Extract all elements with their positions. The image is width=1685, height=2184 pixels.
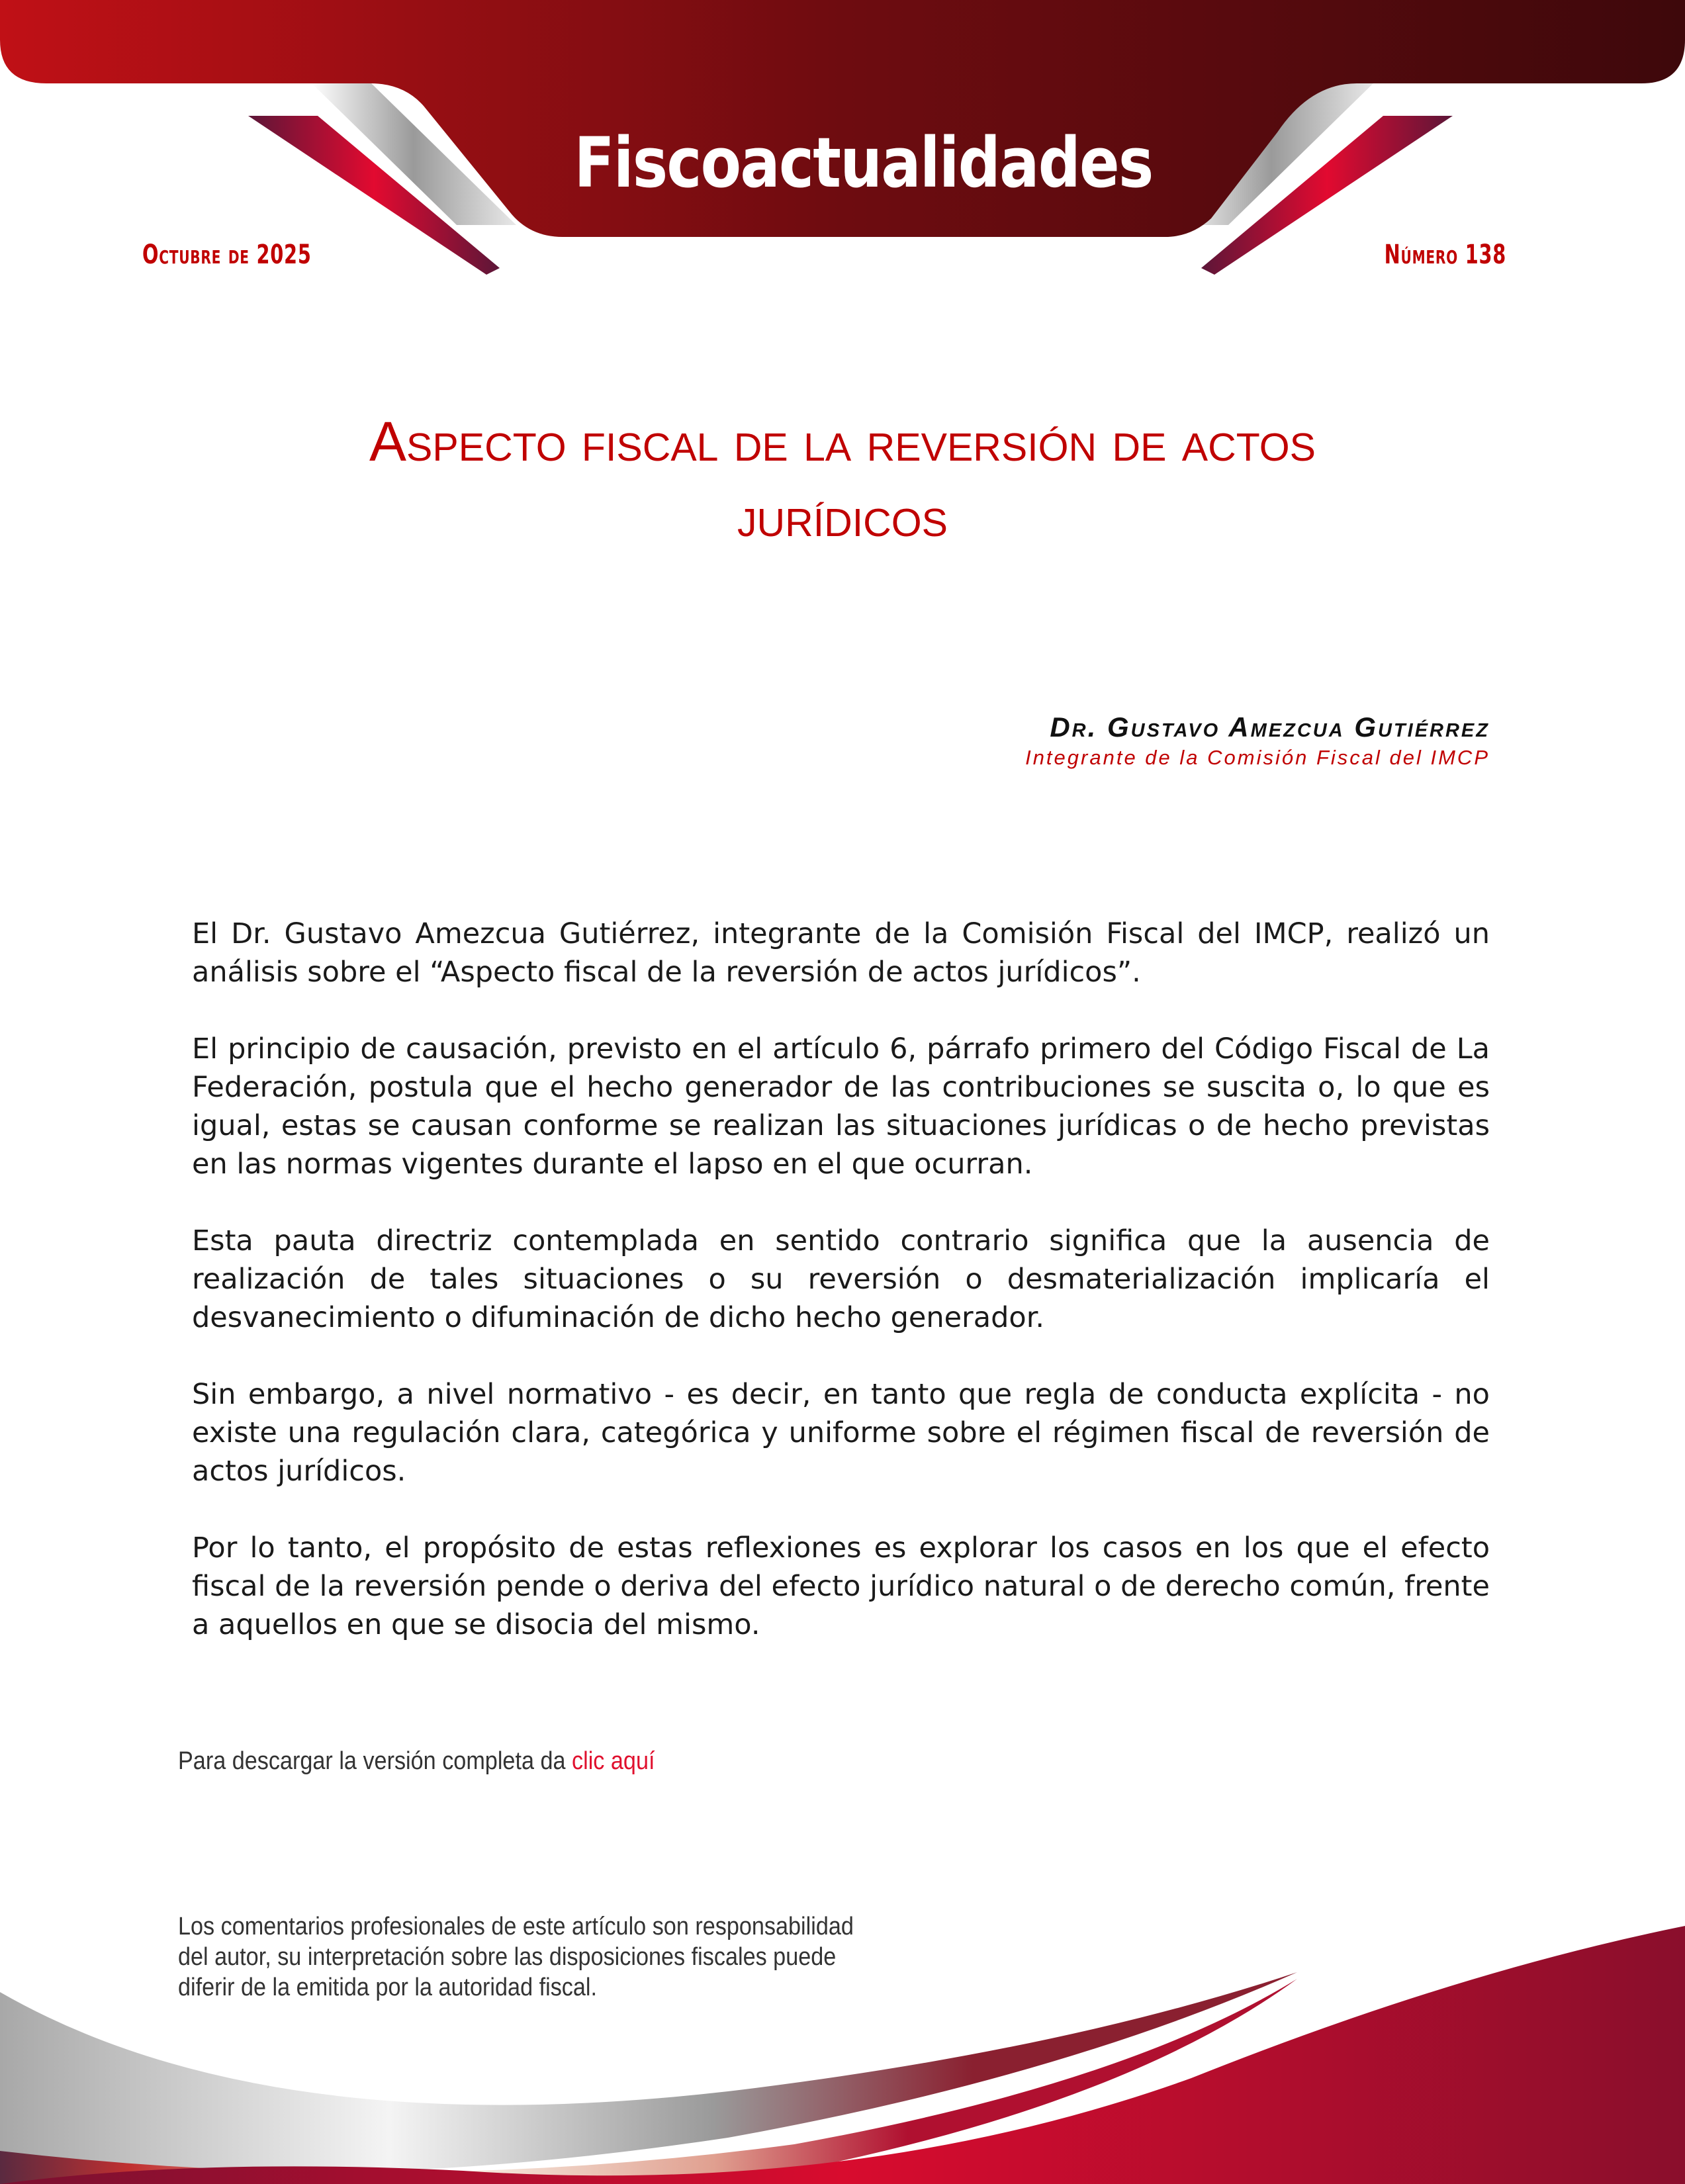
issue-date: Octubre de 2025	[142, 240, 312, 270]
article-title	[199, 404, 1486, 555]
download-line	[178, 1747, 655, 1776]
download-text: Para descargar la versión completa da	[178, 1747, 572, 1775]
title-line: jurídicos	[737, 486, 948, 548]
issue-number: Número 138	[1384, 240, 1506, 270]
paragraph: El Dr. Gustavo Amezcua Gutiérrez, integrante de la Comisión Fiscal del IMCP, realizó un análisis sobre el “Aspecto fiscal de la reversión de actos jurídicos”.	[192, 917, 1490, 989]
article-body	[192, 915, 1490, 1682]
footer-wave	[0, 1906, 1685, 2184]
disclaimer-line: diferir de la emitida por la autoridad fiscal.	[178, 1974, 598, 2001]
author-role: Integrante de la Comisión Fiscal del IMCP	[1025, 746, 1490, 769]
paragraph: Por lo tanto, el propósito de estas reflexiones es explorar los casos en los que el efecto fiscal de la reversión pende o deriva del efecto jurídico natural o de derecho común, frente a aquellos en que se disocia del mismo.	[192, 1531, 1490, 1641]
download-link[interactable]: clic aquí	[572, 1747, 655, 1775]
paragraph: El principio de causación, previsto en el artículo 6, párrafo primero del Código Fiscal de La Federación, postula que el hecho generador de las contribuciones se suscita o, lo que es igual, estas se causan conforme se realizan las situaciones jurídicas o de hecho previstas en las normas vigentes durante el lapso en el que ocurran.	[192, 1032, 1490, 1181]
title-line: Aspecto fiscal de la reversión de actos	[369, 410, 1316, 473]
paragraph: Esta pauta directriz contemplada en sentido contrario significa que la ausencia de realización de tales situaciones o su reversión o desmaterialización implicaría el desvanecimiento o difuminación de dicho hecho generador.	[192, 1224, 1490, 1334]
author-block	[1025, 711, 1490, 770]
disclaimer-line: Los comentarios profesionales de este artículo son responsabilidad	[178, 1913, 854, 1940]
author-name: Dr. Gustavo Amezcua Gutiérrez	[1050, 711, 1490, 743]
disclaimer-line: del autor, su interpretación sobre las disposiciones fiscales puede	[178, 1943, 837, 1971]
publication-title: Fiscoactualidades	[574, 122, 1153, 203]
paragraph: Sin embargo, a nivel normativo - es decir, en tanto que regla de conducta explícita - no existe una regulación clara, categórica y uniforme sobre el régimen fiscal de reversión de actos jurídicos.	[192, 1378, 1490, 1488]
